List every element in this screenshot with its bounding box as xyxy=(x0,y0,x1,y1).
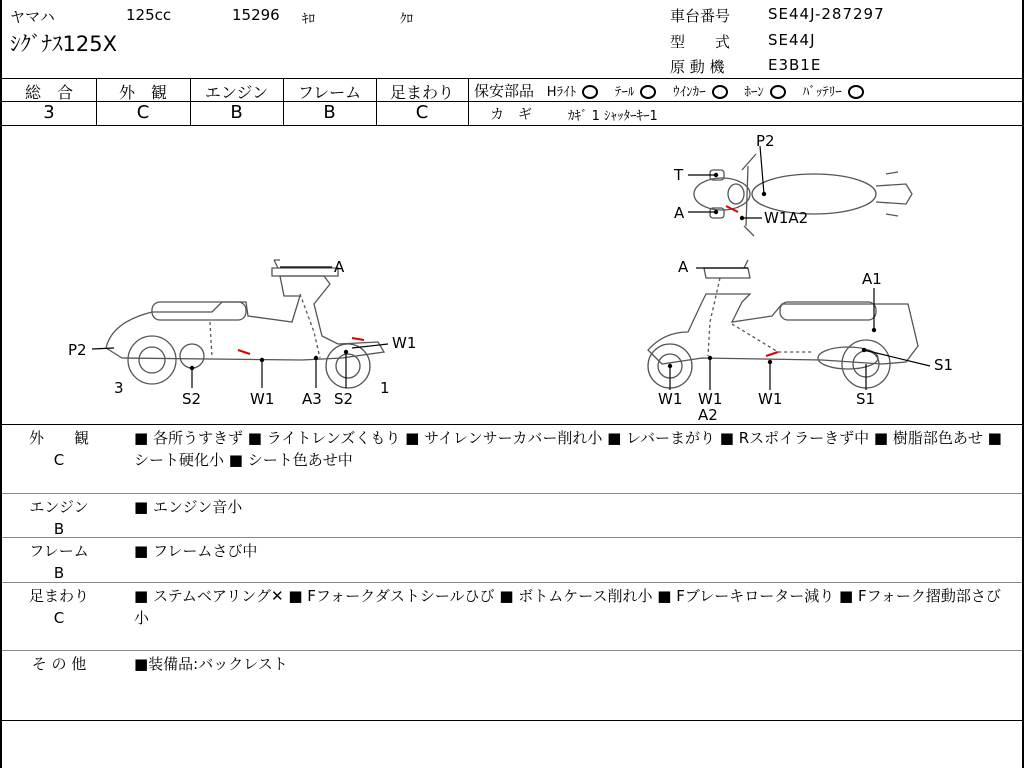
frame-grade: B xyxy=(323,102,336,123)
label-a: A xyxy=(678,258,689,276)
label-w1: W1 xyxy=(758,390,783,408)
label-w1: W1 xyxy=(698,390,723,408)
engine-value: E3B1E xyxy=(768,56,822,74)
label-a: A xyxy=(674,204,685,222)
label-3: 3 xyxy=(114,379,124,397)
label-t: T xyxy=(674,166,684,184)
frame-no: SE44J-287297 xyxy=(768,5,885,23)
engine-grade-label: エンジン xyxy=(204,83,269,102)
engine-label: 原 動 機 xyxy=(670,58,725,76)
section-notes-suspension: ■ ステムベアリング✕ ■ Fフォークダストシールひび ■ ボトムケース削れ小 ■ Fブレーキローター減り ■ Fフォーク摺動部さび小 xyxy=(134,587,1001,627)
label-p2: P2 xyxy=(756,132,775,150)
suspension-grade: C xyxy=(415,102,429,123)
ok-circle-icon xyxy=(848,85,864,99)
label-w1: W1 xyxy=(658,390,683,408)
safety-item-winker: ｳｲﾝｶｰ xyxy=(673,85,706,100)
section-notes-other: ■装備品:バックレスト xyxy=(134,655,288,673)
model-name: ｼｸﾞﾅｽ125X xyxy=(10,32,117,56)
suspension-grade-label: 足まわり xyxy=(389,83,454,102)
ok-circle-icon xyxy=(640,85,656,99)
divider xyxy=(468,101,1022,102)
exterior-label: 外 観 xyxy=(118,83,167,102)
divider xyxy=(2,537,1022,538)
safety-item-tail: ﾃｰﾙ xyxy=(614,85,635,100)
safety-label: 保安部品 xyxy=(474,82,535,100)
frame-no-label: 車台番号 xyxy=(670,7,731,25)
section-notes-exterior: ■ 各所うすきず ■ ライトレンズくもり ■ サイレンサーカバー削れ小 ■ レバーまがり ■ Rスポイラーきず中 ■ 樹脂部色あせ ■ シート硬化小 ■ シート色あせ中 xyxy=(134,429,1002,469)
divider xyxy=(2,720,1022,721)
divider xyxy=(2,78,1022,79)
section-label-frame: フレーム B xyxy=(29,542,89,582)
key-label: カ ギ xyxy=(490,107,532,123)
mileage: 15296 xyxy=(232,6,280,24)
divider xyxy=(2,650,1022,651)
frame-grade-label: フレーム xyxy=(297,83,362,102)
label-w1a2: W1A2 xyxy=(764,209,809,227)
label-a3: A3 xyxy=(302,390,322,408)
engine-grade: B xyxy=(230,102,243,123)
safety-item-horn: ﾎｰﾝ xyxy=(744,85,764,100)
label-p2: P2 xyxy=(68,341,87,359)
key-value: ｶｷﾞ 1 ｼｬｯﾀｰｷｰ1 xyxy=(568,109,658,124)
overall-label: 総 合 xyxy=(24,83,73,102)
overall-grade: 3 xyxy=(43,102,55,123)
type-value: SE44J xyxy=(768,31,816,49)
label-a: A xyxy=(334,258,345,276)
label-a1: A1 xyxy=(862,270,882,288)
section-notes-frame: ■ フレームさび中 xyxy=(134,542,258,560)
section-label-exterior: 外 観 C xyxy=(28,429,89,469)
label-s2: S2 xyxy=(182,390,202,408)
label-s2: S2 xyxy=(334,390,354,408)
label-w1: W1 xyxy=(392,334,417,352)
exterior-grade: C xyxy=(136,102,150,123)
label-1: 1 xyxy=(380,379,390,397)
section-label-suspension: 足まわり C xyxy=(28,587,89,627)
ok-circle-icon xyxy=(712,85,728,99)
ok-circle-icon xyxy=(770,85,786,99)
label-s1: S1 xyxy=(934,356,954,374)
safety-row xyxy=(474,80,876,101)
safety-item-battery: ﾊﾞｯﾃﾘｰ xyxy=(802,85,842,100)
mileage-unit: ｷﾛ xyxy=(302,12,315,27)
divider xyxy=(2,582,1022,583)
label-a2: A2 xyxy=(698,406,718,424)
section-notes-engine: ■ エンジン音小 xyxy=(134,498,243,516)
maker: ヤマハ xyxy=(10,8,55,26)
damage-diagram xyxy=(2,126,1022,424)
color: ｸﾛ xyxy=(400,12,413,27)
label-s1: S1 xyxy=(856,390,876,408)
divider xyxy=(2,493,1022,494)
divider xyxy=(2,424,1022,425)
displacement: 125cc xyxy=(126,6,172,24)
safety-item-headlight: Hﾗｲﾄ xyxy=(546,85,577,100)
type-label: 型 式 xyxy=(670,33,731,51)
label-w1: W1 xyxy=(250,390,275,408)
section-label-engine: エンジン B xyxy=(29,498,89,538)
scooter-left-view xyxy=(106,260,384,388)
section-label-other: そ の 他 xyxy=(31,655,87,673)
ok-circle-icon xyxy=(582,85,598,99)
